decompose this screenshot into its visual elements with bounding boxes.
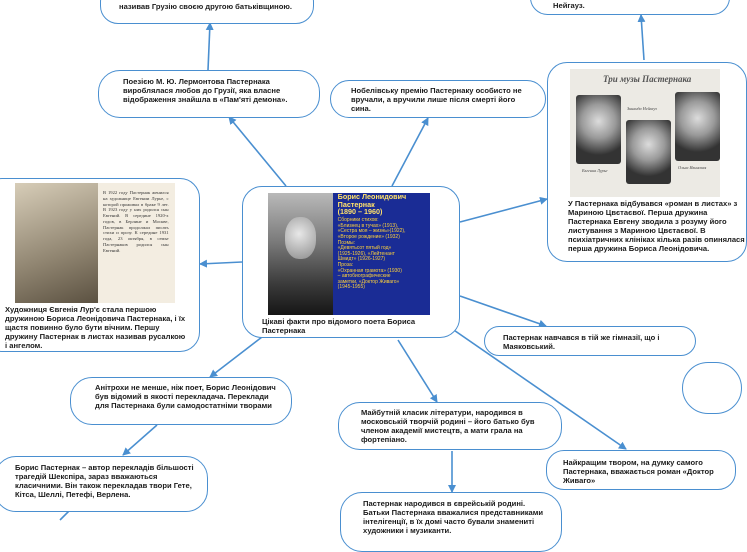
node-neuhaus-top-text: Нейгауз. bbox=[553, 1, 585, 10]
node-georgia-top-text: називав Грузію своєю другою батьківщиною. bbox=[119, 2, 292, 11]
connector-mayakovsky bbox=[460, 296, 546, 326]
cover-line: «Второе рождение» (1932) bbox=[337, 233, 400, 240]
node-shakespeare[interactable] bbox=[0, 456, 208, 512]
article-scan-background bbox=[15, 183, 175, 303]
family-photo bbox=[15, 183, 98, 303]
connector-lermontov bbox=[229, 117, 286, 186]
book-cover-text bbox=[338, 193, 427, 291]
portrait-face bbox=[285, 217, 316, 258]
node-lermontov[interactable] bbox=[98, 70, 320, 118]
node-shakespeare-text: Борис Пастернак – автор перекладів більшості трагедій Шекспіра, зараз вважаються класичними. Він також перекладав твори Гете, Кітса, Шеллі, Петефі, Верлена. bbox=[15, 463, 194, 499]
node-zhivago[interactable] bbox=[546, 450, 736, 490]
node-mayakovsky[interactable] bbox=[484, 326, 696, 356]
connector-translator bbox=[210, 337, 262, 377]
node-neuhaus-top[interactable] bbox=[530, 0, 730, 15]
three-muses-image bbox=[570, 69, 720, 197]
connector-shakespeare bbox=[123, 425, 157, 455]
book-cover-title: Борис Леонидович Пастернак bbox=[337, 192, 407, 209]
cover-line: Сборники стихов: bbox=[337, 217, 379, 224]
connector-nobel bbox=[392, 118, 428, 186]
node-nobel-text: Нобелівську премію Пастернаку особисто не вручали, а вручили лише після смерті його сина. bbox=[351, 86, 522, 113]
muse-photo-3 bbox=[675, 92, 720, 161]
node-lurie[interactable] bbox=[0, 178, 200, 352]
cover-line: «Девятьсот пятый год» bbox=[337, 245, 392, 252]
connector-classic bbox=[398, 340, 437, 402]
cover-line: Проза: bbox=[337, 261, 354, 268]
node-translator-text: Анітрохи не менше, ніж поет, Борис Леонідович був відомий в якості перекладача. Переклади для Пастернака були самодостатніми творами bbox=[95, 383, 276, 410]
node-nobel[interactable] bbox=[330, 80, 546, 118]
node-zhivago-text: Найкращим твором, на думку самого Пастернака, вважається роман «Доктор Живаго» bbox=[563, 458, 714, 485]
cover-line: Шмидт» (1926-1927) bbox=[337, 256, 386, 263]
connector-tsvetaeva bbox=[460, 199, 547, 222]
node-tsvetaeva-text: У Пастернака відбувався «роман в листах» з Мариною Цвєтаєвої. Перша дружина Пастернака Евгену зводила з розуму його листування з Мариною Цвєтаєвої. В психіатричних клініках кілька разів опинялася перша дружина Бориса Леонідовича. bbox=[568, 199, 745, 253]
cover-line: «Сестра моя – жизнь»(1922), bbox=[337, 228, 406, 235]
node-jewish-text: Пастернак народився в єврейській родині. Батьки Пастернака вважалися представниками інтелігенції, в їх домі часто бували знамениті художники і музиканти. bbox=[363, 499, 544, 535]
connector-lurie bbox=[200, 262, 242, 264]
book-cover-years: (1890 – 1960) bbox=[337, 207, 383, 217]
article-scan-text: В 1922 году Пастернак женился на художнице Евгении Лурье, с которой проживал в браке 9 лет. В 1923 году у них родился сын Евгений. В середине 1920-х годов, в Берлине и Москве, Пастернак продолжал писать стихи и прозу. К середине 1931 года, 23 октября, в семье Пастернаков родился сын Евгений. bbox=[103, 190, 169, 253]
cover-line: (1945-1955) bbox=[337, 284, 365, 291]
muse-caption-1: Евгения Лурье bbox=[582, 167, 608, 173]
cover-line: «Близнец в тучах» (1913), bbox=[337, 222, 399, 229]
cover-line: заметки, «Доктор Живаго» bbox=[337, 278, 400, 285]
node-mayakovsky-text: Пастернак навчався в тій же гімназії, що і Маяковський. bbox=[503, 333, 660, 351]
three-muses-background bbox=[570, 69, 720, 197]
muse-caption-2: Зинаида Нейгауз bbox=[627, 106, 657, 112]
node-georgia-top[interactable] bbox=[100, 0, 314, 24]
central-book-cover-image bbox=[268, 193, 430, 315]
cover-line: «Охранная грамота» (1930) bbox=[337, 267, 402, 274]
node-lermontov-text: Поезією М. Ю. Лермонтова Пастернака вироблялася любов до Грузії, яка власне відображення знайшла в «Пам'яті демона». bbox=[123, 77, 288, 104]
node-jewish[interactable] bbox=[340, 492, 562, 552]
three-muses-title: Три музы Пастернака bbox=[603, 74, 692, 85]
muse-photo-1 bbox=[576, 95, 621, 164]
node-translator[interactable] bbox=[70, 377, 292, 425]
node-classic-text: Майбутній класик літератури, народився в московській творчій родині – його батько був членом академії мистецтв, а мати грала на фортепіано. bbox=[361, 408, 535, 444]
central-caption: Цікаві факти про відомого поета Бориса Пастернака bbox=[262, 317, 416, 335]
connector-neuhaus bbox=[641, 15, 644, 60]
cover-line: – автобиографические bbox=[337, 273, 391, 280]
central-node[interactable] bbox=[242, 186, 460, 338]
cover-line: (1925-1926), «Лейтенант bbox=[337, 250, 395, 257]
pasternak-portrait-photo bbox=[268, 193, 333, 315]
cover-line: Поэмы: bbox=[337, 239, 356, 246]
lurie-article-image bbox=[15, 183, 175, 303]
node-partial-right[interactable] bbox=[682, 362, 742, 414]
connector-georgia bbox=[208, 23, 210, 70]
muse-photo-2 bbox=[626, 120, 671, 184]
muse-caption-3: Ольга Ивинская bbox=[678, 165, 707, 171]
node-classic[interactable] bbox=[338, 402, 562, 450]
node-tsvetaeva[interactable] bbox=[547, 62, 747, 262]
node-lurie-text: Художниця Євгенія Лур'є стала першою дружиною Бориса Леонідовича Пастернака, і їх щастя повинно було бути вічним. Першу дружину Пастернак в листах називав русалкою і ангелом. bbox=[5, 305, 186, 350]
